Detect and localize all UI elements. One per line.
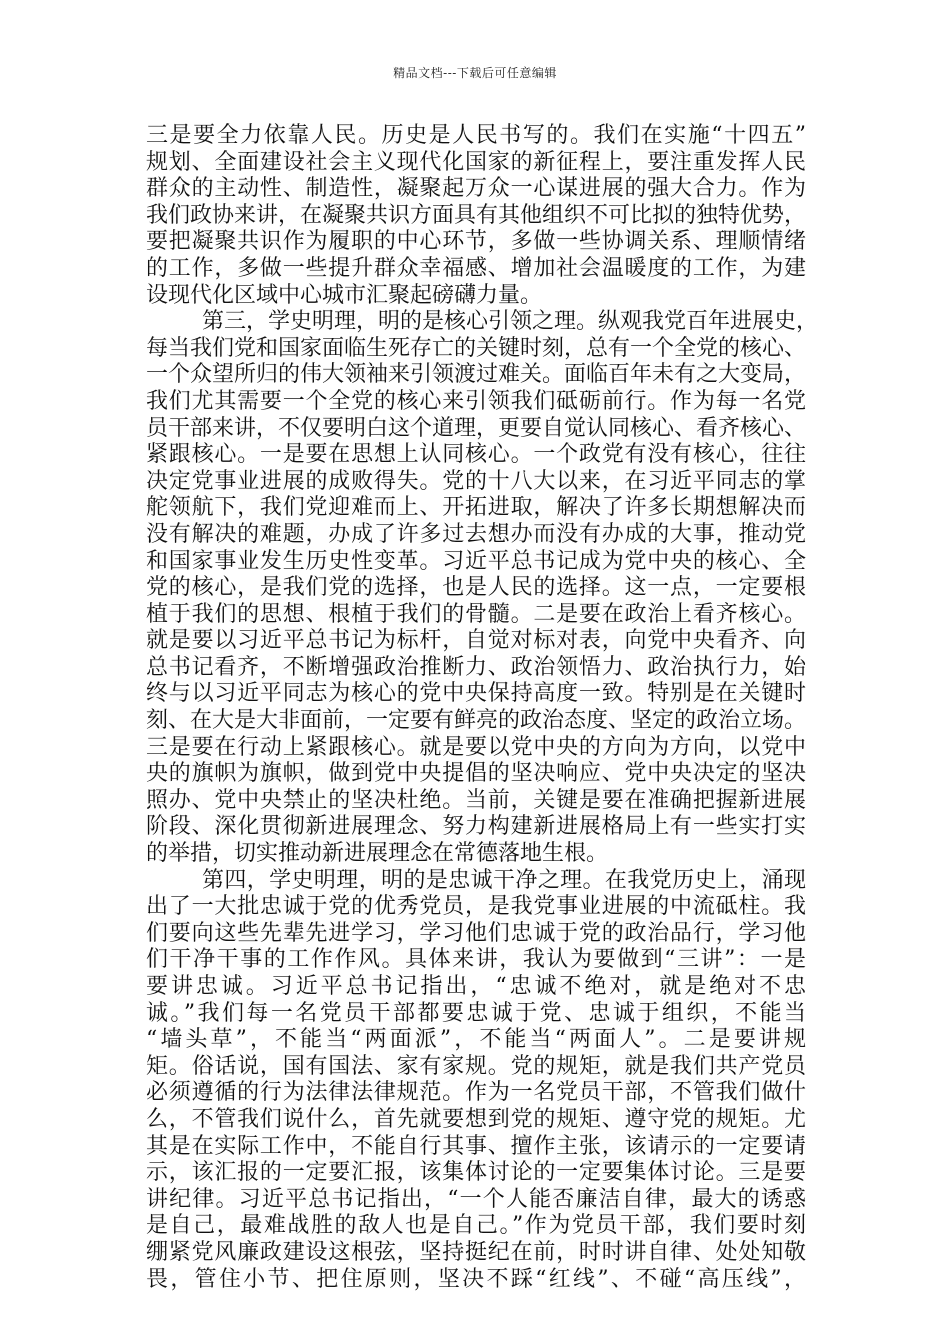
- text-line: 们要向这些先辈先进学习，学习他们忠诚于党的政治品行，学习他: [146, 920, 806, 946]
- text-line: 设现代化区域中心城市汇聚起磅礴力量。: [146, 282, 543, 308]
- text-line: 没有解决的难题，办成了许多过去想办而没有办成的大事，推动党: [146, 521, 806, 547]
- text-line: 终与以习近平同志为核心的党中央保持高度一致。特别是在关键时: [146, 681, 806, 707]
- text-line: 第三，学史明理，明的是核心引领之理。纵观我党百年进展史，: [202, 309, 819, 335]
- text-line: 绷紧党风廉政建设这根弦，坚持挺纪在前，时时讲自律、处处知敬: [146, 1239, 806, 1265]
- page-header: 精品文档---下载后可任意编辑: [393, 66, 557, 80]
- text-line: 党的核心，是我们党的选择，也是人民的选择。这一点，一定要根: [146, 575, 806, 601]
- text-line: 么，不管我们说什么，首先就要想到党的规矩、遵守党的规矩。尤: [146, 1106, 806, 1132]
- text-line: 总书记看齐，不断增强政治推断力、政治领悟力、政治执行力，始: [146, 654, 806, 680]
- text-line: 示，该汇报的一定要汇报，该集体讨论的一定要集体讨论。三是要: [146, 1160, 806, 1186]
- text-line: 就是要以习近平总书记为标杆，自觉对标对表，向党中央看齐、向: [146, 628, 806, 654]
- text-line: 和国家事业发生历史性变革。习近平总书记成为党中央的核心、全: [146, 548, 806, 574]
- text-line: 决定党事业进展的成败得失。党的十八大以来，在习近平同志的掌: [146, 468, 806, 494]
- text-line: 规划、全面建设社会主义现代化国家的新征程上，要注重发挥人民: [146, 149, 806, 175]
- text-line: 出了一大批忠诚于党的优秀党员，是我党事业进展的中流砥柱。我: [146, 894, 806, 920]
- text-line: 三是要全力依靠人民。历史是人民书写的。我们在实施“十四五”: [146, 123, 806, 148]
- text-line: 矩。俗话说，国有国法、家有家规。党的规矩，就是我们共产党员: [146, 1053, 806, 1079]
- text-line: 植于我们的思想、根植于我们的骨髓。二是要在政治上看齐核心。: [146, 601, 806, 627]
- text-line: 三是要在行动上紧跟核心。就是要以党中央的方向为方向，以党中: [146, 734, 806, 760]
- text-line: 第四，学史明理，明的是忠诚干净之理。在我党历史上，涌现: [202, 867, 806, 893]
- text-line: “墙头草”，不能当“两面派”，不能当“两面人”。二是要讲规: [146, 1027, 806, 1053]
- text-line: 一个众望所归的伟大领袖来引领渡过难关。面临百年未有之大变局，: [146, 362, 807, 388]
- text-line: 群众的主动性、制造性，凝聚起万众一心谋进展的强大合力。作为: [146, 176, 806, 202]
- document-body: [146, 123, 819, 1293]
- text-line: 紧跟核心。一是要在思想上认同核心。一个政党有没有核心，往往: [146, 442, 806, 468]
- text-line: 央的旗帜为旗帜，做到党中央提倡的坚决响应、党中央决定的坚决: [146, 761, 806, 787]
- text-line: 的举措，切实推动新进展理念在常德落地生根。: [146, 841, 609, 867]
- text-line: 我们尤其需要一个全党的核心来引领我们砥砺前行。作为每一名党: [146, 388, 806, 414]
- text-line: 们干净干事的工作作风。具体来讲，我认为要做到“三讲”：一是: [146, 947, 806, 973]
- text-line: 必须遵循的行为法律法律规范。作为一名党员干部，不管我们做什: [146, 1080, 806, 1106]
- text-line: 是自己，最难战胜的敌人也是自己。”作为党员干部，我们要时刻: [146, 1213, 806, 1239]
- text-line: 舵领航下，我们党迎难而上、开拓进取，解决了许多长期想解决而: [146, 495, 806, 521]
- text-line: 的工作，多做一些提升群众幸福感、增加社会温暖度的工作，为建: [146, 255, 806, 281]
- text-line: 畏，管住小节、把住原则，坚决不踩“红线”、不碰“高压线”，: [146, 1266, 806, 1292]
- text-line: 其是在实际工作中，不能自行其事、擅作主张，该请示的一定要请: [146, 1133, 806, 1159]
- text-line: 要把凝聚共识作为履职的中心环节，多做一些协调关系、理顺情绪: [146, 229, 806, 255]
- text-line: 员干部来讲，不仅要明白这个道理，更要自觉认同核心、看齐核心、: [146, 415, 807, 441]
- text-line: 每当我们党和国家面临生死存亡的关键时刻，总有一个全党的核心、: [146, 335, 807, 361]
- text-line: 诚。”我们每一名党员干部都要忠诚于党、忠诚于组织，不能当: [146, 1000, 806, 1026]
- text-line: 要讲忠诚。习近平总书记指出，“忠诚不绝对，就是绝对不忠: [146, 974, 806, 999]
- text-line: 刻、在大是大非面前，一定要有鲜亮的政治态度、坚定的政治立场。: [146, 708, 807, 734]
- text-line: 我们政协来讲，在凝聚共识方面具有其他组织不可比拟的独特优势，: [146, 202, 807, 228]
- text-line: 讲纪律。习近平总书记指出，“一个人能否廉洁自律，最大的诱惑: [146, 1186, 806, 1212]
- text-line: 阶段、深化贯彻新进展理念、努力构建新进展格局上有一些实打实: [146, 814, 806, 840]
- text-line: 照办、党中央禁止的坚决杜绝。当前，关键是要在准确把握新进展: [146, 787, 806, 813]
